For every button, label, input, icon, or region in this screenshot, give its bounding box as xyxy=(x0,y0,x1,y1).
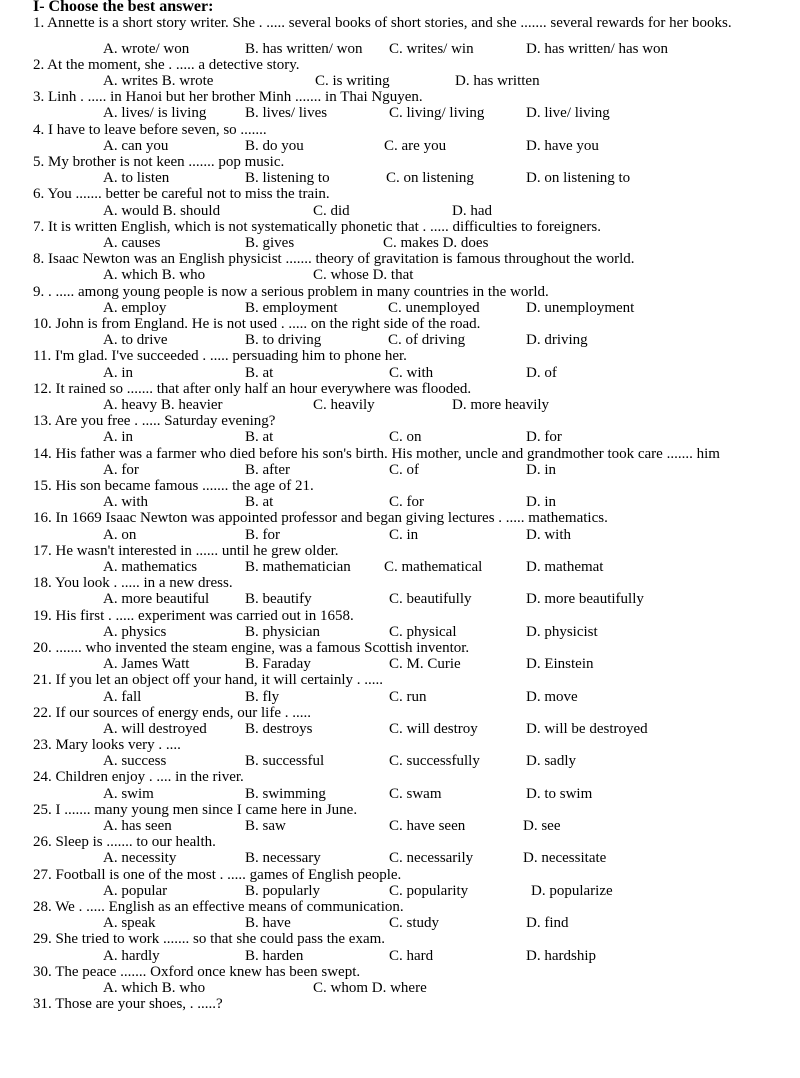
options-line xyxy=(0,753,800,769)
option-item: B. saw xyxy=(245,818,286,835)
question-text: 2. At the moment, she . ..... a detective story. xyxy=(33,56,300,73)
option-item: A. more beautiful xyxy=(103,591,210,608)
option-item: D. move xyxy=(526,688,578,705)
question-text: 4. I have to leave before seven, so ....... xyxy=(33,121,267,138)
question-text: 26. Sleep is ....... to our health. xyxy=(33,834,216,851)
option-item: B. harden xyxy=(245,947,304,964)
options-line xyxy=(0,689,800,705)
option-item: C. physical xyxy=(389,623,457,640)
option-item: A. popular xyxy=(103,882,168,899)
option-item: B. at xyxy=(245,494,274,511)
options-line xyxy=(0,267,800,283)
question-text: 1. Annette is a short story writer. She . ..... several books of short stories, and she ....... several rewards for her books. xyxy=(33,15,732,31)
option-item: B. Faraday xyxy=(245,656,311,673)
option-item: B. swimming xyxy=(245,785,326,802)
options-line xyxy=(0,397,800,413)
option-item: B. for xyxy=(245,526,280,543)
question-text: 14. His father was a farmer who died before his son's birth. His mother, uncle and grandmother took care ....... him xyxy=(33,445,720,462)
options-line xyxy=(0,915,800,931)
option-item: C. are you xyxy=(384,137,447,154)
option-item: B. popularly xyxy=(245,882,320,899)
option-item: A. hardly xyxy=(103,947,160,964)
option-item: B. physician xyxy=(245,623,320,640)
option-item: C. unemployed xyxy=(388,299,480,316)
question-text: 7. It is written English, which is not systematically phonetic that . ..... difficulties to foreigners. xyxy=(33,218,601,235)
options-line xyxy=(0,591,800,607)
option-item: D. has written/ has won xyxy=(526,40,669,57)
option-item: C. heavily xyxy=(313,397,375,413)
option-item: A. would B. should xyxy=(103,202,221,219)
option-item: D. physicist xyxy=(526,623,598,640)
options-line xyxy=(0,235,800,251)
option-item: A. which B. who xyxy=(103,267,206,284)
option-item: B. destroys xyxy=(245,720,313,737)
question-text: 17. He wasn't interested in ...... until he grew older. xyxy=(33,542,339,559)
option-item: C. study xyxy=(389,915,440,932)
option-item: A. success xyxy=(103,753,167,770)
option-item: C. of xyxy=(389,461,419,478)
option-item: A. causes xyxy=(103,235,161,252)
option-item: D. will be destroyed xyxy=(526,720,648,737)
option-item: A. which B. who xyxy=(103,980,206,997)
question-list xyxy=(0,15,800,1012)
options-line xyxy=(0,429,800,445)
option-item: A. swim xyxy=(103,785,154,802)
options-line xyxy=(0,203,800,219)
option-item: B. listening to xyxy=(245,170,330,187)
option-item: B. necessary xyxy=(245,850,321,867)
option-item: D. with xyxy=(526,526,571,543)
option-item: A. heavy B. heavier xyxy=(103,397,223,413)
option-item: B. at xyxy=(245,364,274,381)
option-item: C. with xyxy=(389,364,434,381)
option-item: C. on listening xyxy=(386,170,474,187)
option-item: D. unemployment xyxy=(526,299,635,316)
option-item: C. whose D. that xyxy=(313,267,414,284)
option-item: D. has written xyxy=(455,73,540,90)
option-item: D. necessitate xyxy=(523,850,607,867)
option-item: C. living/ living xyxy=(389,105,485,122)
option-item: B. have xyxy=(245,915,291,932)
option-item: A. for xyxy=(103,461,139,478)
options-line xyxy=(0,73,800,89)
option-item: B. do you xyxy=(245,137,304,154)
option-item: A. writes B. wrote xyxy=(103,73,214,90)
option-item: C. successfully xyxy=(389,753,480,770)
option-item: C. did xyxy=(313,202,350,219)
option-item: D. to swim xyxy=(526,785,593,802)
option-item: A. on xyxy=(103,526,137,543)
option-item: B. after xyxy=(245,461,290,478)
option-item: C. is writing xyxy=(315,73,390,90)
option-item: D. more beautifully xyxy=(526,591,644,608)
option-item: A. necessity xyxy=(103,850,177,867)
option-item: D. of xyxy=(526,364,557,381)
question-text: 10. John is from England. He is not used . ..... on the right side of the road. xyxy=(33,316,481,333)
question-text: 21. If you let an object off your hand, it will certainly . ..... xyxy=(33,672,384,689)
option-item: C. whom D. where xyxy=(313,980,427,997)
option-item: D. hardship xyxy=(526,947,596,964)
option-item: C. of driving xyxy=(388,332,466,349)
option-item: C. hard xyxy=(389,947,434,964)
option-item: D. see xyxy=(523,818,561,835)
option-item: D. had xyxy=(452,202,492,219)
question-text: 11. I'm glad. I've succeeded . ..... persuading him to phone her. xyxy=(33,348,407,365)
option-item: B. fly xyxy=(245,688,280,705)
question-text: 8. Isaac Newton was an English physicist ....... theory of gravitation is famous throughout the world. xyxy=(33,251,635,268)
option-item: D. on listening to xyxy=(526,170,631,187)
options-line xyxy=(0,462,800,478)
option-item: D. sadly xyxy=(526,753,576,770)
option-item: D. in xyxy=(526,494,556,511)
question-text: 13. Are you free . ..... Saturday evening? xyxy=(33,413,276,430)
question-text: 3. Linh . ..... in Hanoi but her brother Minh ....... in Thai Nguyen. xyxy=(33,89,423,106)
question-text: 29. She tried to work ....... so that she could pass the exam. xyxy=(33,931,386,948)
options-line xyxy=(0,624,800,640)
option-item: D. popularize xyxy=(531,882,613,899)
options-line xyxy=(0,980,800,996)
option-item: A. wrote/ won xyxy=(103,40,190,57)
question-text: 22. If our sources of energy ends, our life . ..... xyxy=(33,704,311,721)
question-text: 16. In 1669 Isaac Newton was appointed professor and began giving lectures . ..... mathematics. xyxy=(33,510,608,527)
question-text: 18. You look . ..... in a new dress. xyxy=(33,575,233,592)
question-text: 25. I ....... many young men since I came here in June. xyxy=(33,801,358,818)
options-line xyxy=(0,721,800,737)
option-item: A. mathematics xyxy=(103,558,198,575)
option-item: A. will destroyed xyxy=(103,720,207,737)
options-line xyxy=(0,850,800,866)
option-item: B. has written/ won xyxy=(245,40,363,57)
option-item: C. makes D. does xyxy=(383,235,489,252)
option-item: B. gives xyxy=(245,235,295,252)
option-item: A. to drive xyxy=(103,332,168,349)
options-line xyxy=(0,818,800,834)
option-item: A. with xyxy=(103,494,148,511)
options-line xyxy=(0,170,800,186)
option-item: C. on xyxy=(389,429,422,446)
options-line xyxy=(0,527,800,543)
option-item: B. employment xyxy=(245,299,338,316)
options-line xyxy=(0,41,800,57)
option-item: D. for xyxy=(526,429,562,446)
question-text: 27. Football is one of the most . ..... games of English people. xyxy=(33,866,402,883)
option-item: C. mathematical xyxy=(384,558,483,575)
question-text: 20. ....... who invented the steam engine, was a famous Scottish inventor. xyxy=(33,639,470,656)
question-text: 23. Mary looks very . .... xyxy=(33,737,181,754)
option-item: B. at xyxy=(245,429,274,446)
option-item: B. lives/ lives xyxy=(245,105,328,122)
options-line xyxy=(0,494,800,510)
option-item: D. more heavily xyxy=(452,397,550,413)
option-item: B. successful xyxy=(245,753,325,770)
option-item: C. have seen xyxy=(389,818,466,835)
option-item: C. for xyxy=(389,494,424,511)
question-text: 19. His first . ..... experiment was carried out in 1658. xyxy=(33,607,354,624)
options-line xyxy=(0,786,800,802)
question-text: 5. My brother is not keen ....... pop music. xyxy=(33,154,285,171)
option-item: D. find xyxy=(526,915,569,932)
option-item: A. can you xyxy=(103,137,169,154)
option-item: A. in xyxy=(103,364,133,381)
section-heading: I- Choose the best answer: xyxy=(33,0,214,15)
option-item: D. driving xyxy=(526,332,588,349)
option-item: B. to driving xyxy=(245,332,322,349)
options-line xyxy=(0,948,800,964)
question-text: 12. It rained so ....... that after only half an hour everywhere was flooded. xyxy=(33,380,472,397)
options-line xyxy=(0,332,800,348)
options-line xyxy=(0,300,800,316)
option-item: C. M. Curie xyxy=(389,656,461,673)
option-item: D. in xyxy=(526,461,556,478)
option-item: A. fall xyxy=(103,688,142,705)
option-item: A. in xyxy=(103,429,133,446)
option-item: C. in xyxy=(389,526,419,543)
option-item: C. will destroy xyxy=(389,720,478,737)
options-line xyxy=(0,105,800,121)
option-item: B. beautify xyxy=(245,591,312,608)
question-text: 28. We . ..... English as an effective means of communication. xyxy=(33,899,404,916)
option-item: D. live/ living xyxy=(526,105,610,122)
question-text: 15. His son became famous ....... the age of 21. xyxy=(33,477,314,494)
option-item: C. run xyxy=(389,688,427,705)
option-item: D. Einstein xyxy=(526,656,594,673)
option-item: A. James Watt xyxy=(103,656,190,673)
options-line xyxy=(0,656,800,672)
question-text: 9. . ..... among young people is now a serious problem in many countries in the world. xyxy=(33,283,549,300)
option-item: A. to listen xyxy=(103,170,170,187)
option-item: A. physics xyxy=(103,623,167,640)
option-item: A. has seen xyxy=(103,818,172,835)
question-text: 31. Those are your shoes, . .....? xyxy=(33,996,223,1013)
options-line xyxy=(0,138,800,154)
option-item: C. writes/ win xyxy=(389,40,474,57)
option-item: D. have you xyxy=(526,137,599,154)
options-line xyxy=(0,559,800,575)
options-line xyxy=(0,365,800,381)
option-item: D. mathemat xyxy=(526,558,604,575)
option-item: C. necessarily xyxy=(389,850,474,867)
question-text: 24. Children enjoy . .... in the river. xyxy=(33,769,244,786)
option-item: A. lives/ is living xyxy=(103,105,207,122)
question-text: 6. You ....... better be careful not to miss the train. xyxy=(33,186,330,203)
question-text: 30. The peace ....... Oxford once knew has been swept. xyxy=(33,963,361,980)
option-item: C. swam xyxy=(389,785,442,802)
option-item: C. popularity xyxy=(389,882,469,899)
option-item: C. beautifully xyxy=(389,591,472,608)
option-item: A. speak xyxy=(103,915,156,932)
options-line xyxy=(0,883,800,899)
option-item: A. employ xyxy=(103,299,167,316)
option-item: B. mathematician xyxy=(245,558,351,575)
